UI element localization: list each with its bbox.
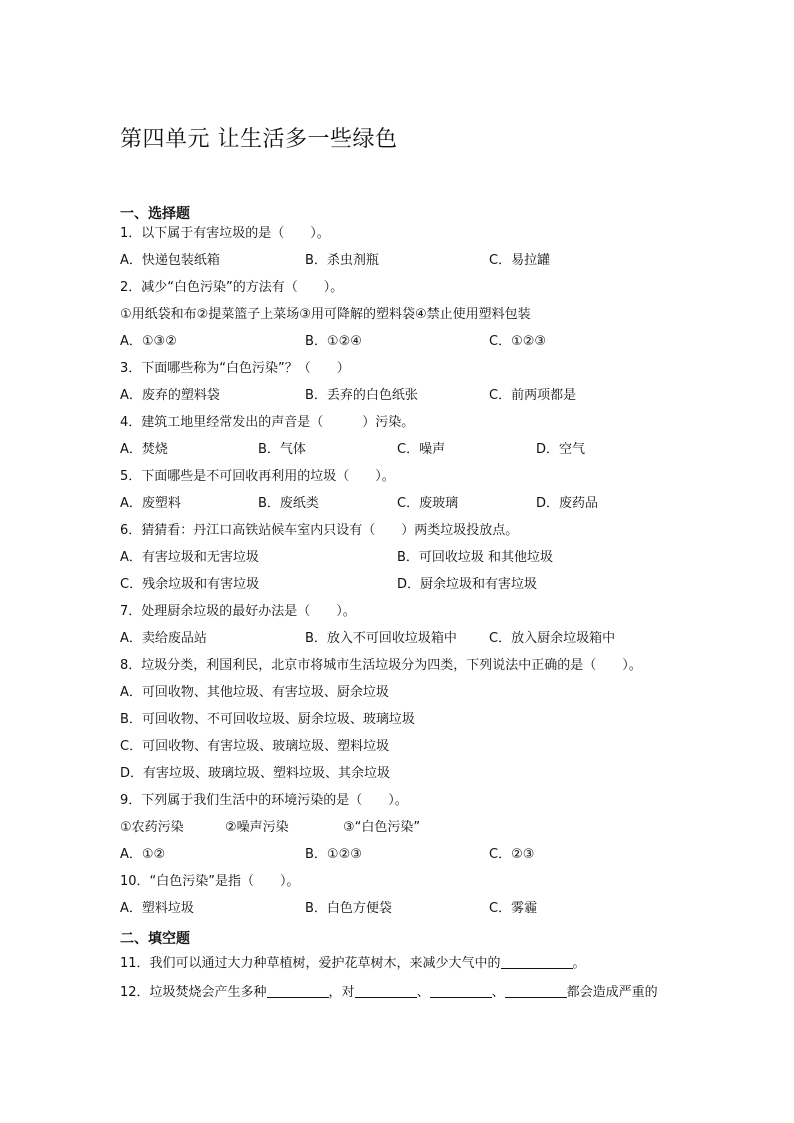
section-heading-fill: 二、填空题 xyxy=(120,931,190,947)
q9-note-item-3: ③“白色污染” xyxy=(343,820,421,835)
q9-option-b[interactable]: B．①②③ xyxy=(305,847,362,862)
q3-option-b[interactable]: B．丢弃的白色纸张 xyxy=(305,388,418,403)
q11-blank-1[interactable] xyxy=(501,954,573,969)
section-heading-choice: 一、选择题 xyxy=(120,206,190,222)
q12-blank-2[interactable] xyxy=(355,983,417,998)
q9-option-a[interactable]: A．①② xyxy=(120,847,166,862)
question-2-note: ①用纸袋和布②提菜篮子上菜场③用可降解的塑料袋④禁止使用塑料包装 xyxy=(120,307,531,322)
question-8-stem: 8．垃圾分类，利国利民，北京市将城市生活垃圾分为四类，下列说法中正确的是（ ）。 xyxy=(120,658,642,673)
question-6-stem: 6．猜猜看：丹江口高铁站候车室内只设有（ ）两类垃圾投放点。 xyxy=(120,523,519,538)
q11-text-1: 11．我们可以通过大力种草植树，爱护花草树木，来减少大气中的 xyxy=(120,956,501,971)
question-5-stem: 5．下面哪些是不可回收再利用的垃圾（ ）。 xyxy=(120,469,395,484)
q2-option-a[interactable]: A．①③② xyxy=(120,334,177,349)
q5-option-b[interactable]: B．废纸类 xyxy=(258,496,319,511)
q12-text-1: 12．垃圾焚烧会产生多种 xyxy=(120,985,267,1000)
q6-option-d[interactable]: D．厨余垃圾和有害垃圾 xyxy=(397,577,538,592)
question-7-stem: 7．处理厨余垃圾的最好办法是（ ）。 xyxy=(120,604,356,619)
question-4-stem: 4．建筑工地里经常发出的声音是（ ）污染。 xyxy=(120,415,415,430)
q7-option-c[interactable]: C．放入厨余垃圾箱中 xyxy=(489,631,616,646)
q6-option-a[interactable]: A．有害垃圾和无害垃圾 xyxy=(120,550,259,565)
question-2-stem: 2．减少“白色污染”的方法有（ ）。 xyxy=(120,280,344,295)
q12-text-4: 、 xyxy=(491,985,505,1000)
q3-option-a[interactable]: A．废弃的塑料袋 xyxy=(120,388,220,403)
page-title: 第四单元 让生活多一些绿色 xyxy=(120,127,398,152)
question-10-stem: 10．“白色污染”是指（ ）。 xyxy=(120,874,300,889)
q12-text-5: 都会造成严重的 xyxy=(566,985,658,1000)
q4-option-b[interactable]: B．气体 xyxy=(258,442,306,457)
q3-option-c[interactable]: C．前两项都是 xyxy=(489,388,577,403)
question-12 xyxy=(120,983,658,1003)
q4-option-a[interactable]: A．焚烧 xyxy=(120,442,168,457)
q10-option-c[interactable]: C．雾霾 xyxy=(489,901,538,916)
q5-option-c[interactable]: C．废玻璃 xyxy=(397,496,459,511)
q5-option-d[interactable]: D．废药品 xyxy=(536,496,599,511)
q8-option-c[interactable]: C．可回收物、有害垃圾、玻璃垃圾、塑料垃圾 xyxy=(120,739,390,754)
q7-option-b[interactable]: B．放入不可回收垃圾箱中 xyxy=(305,631,457,646)
q6-option-c[interactable]: C．残余垃圾和有害垃圾 xyxy=(120,577,260,592)
q8-option-a[interactable]: A．可回收物、其他垃圾、有害垃圾、厨余垃圾 xyxy=(120,685,389,700)
q5-option-a[interactable]: A．废塑料 xyxy=(120,496,181,511)
q4-option-c[interactable]: C．噪声 xyxy=(397,442,446,457)
q10-option-b[interactable]: B．白色方便袋 xyxy=(305,901,392,916)
q12-blank-4[interactable] xyxy=(505,983,567,998)
q1-option-a[interactable]: A．快递包装纸箱 xyxy=(120,253,220,268)
q10-option-a[interactable]: A．塑料垃圾 xyxy=(120,901,194,916)
q12-text-2: ，对 xyxy=(328,985,355,1000)
question-1-stem: 1．以下属于有害垃圾的是（ ）。 xyxy=(120,226,330,241)
q1-option-c[interactable]: C．易拉罐 xyxy=(489,253,551,268)
q8-option-d[interactable]: D．有害垃圾、玻璃垃圾、塑料垃圾、其余垃圾 xyxy=(120,766,391,781)
question-11 xyxy=(120,954,586,974)
q12-blank-1[interactable] xyxy=(267,983,329,998)
q2-option-b[interactable]: B．①②④ xyxy=(305,334,362,349)
q12-text-3: 、 xyxy=(416,985,430,1000)
q9-note-item-1: ①农药污染 xyxy=(120,820,184,835)
q7-option-a[interactable]: A．卖给废品站 xyxy=(120,631,207,646)
q12-blank-3[interactable] xyxy=(430,983,492,998)
question-9-stem: 9．下列属于我们生活中的环境污染的是（ ）。 xyxy=(120,793,408,808)
question-3-stem: 3．下面哪些称为“白色污染”？（ ） xyxy=(120,361,350,376)
q4-option-d[interactable]: D．空气 xyxy=(536,442,586,457)
q2-option-c[interactable]: C．①②③ xyxy=(489,334,547,349)
q9-note-item-2: ②噪声污染 xyxy=(225,820,289,835)
q11-text-2: 。 xyxy=(572,956,586,971)
q1-option-b[interactable]: B．杀虫剂瓶 xyxy=(305,253,379,268)
q6-option-b[interactable]: B．可回收垃圾 和其他垃圾 xyxy=(397,550,554,565)
q8-option-b[interactable]: B．可回收物、不可回收垃圾、厨余垃圾、玻璃垃圾 xyxy=(120,712,415,727)
q9-option-c[interactable]: C．②③ xyxy=(489,847,535,862)
